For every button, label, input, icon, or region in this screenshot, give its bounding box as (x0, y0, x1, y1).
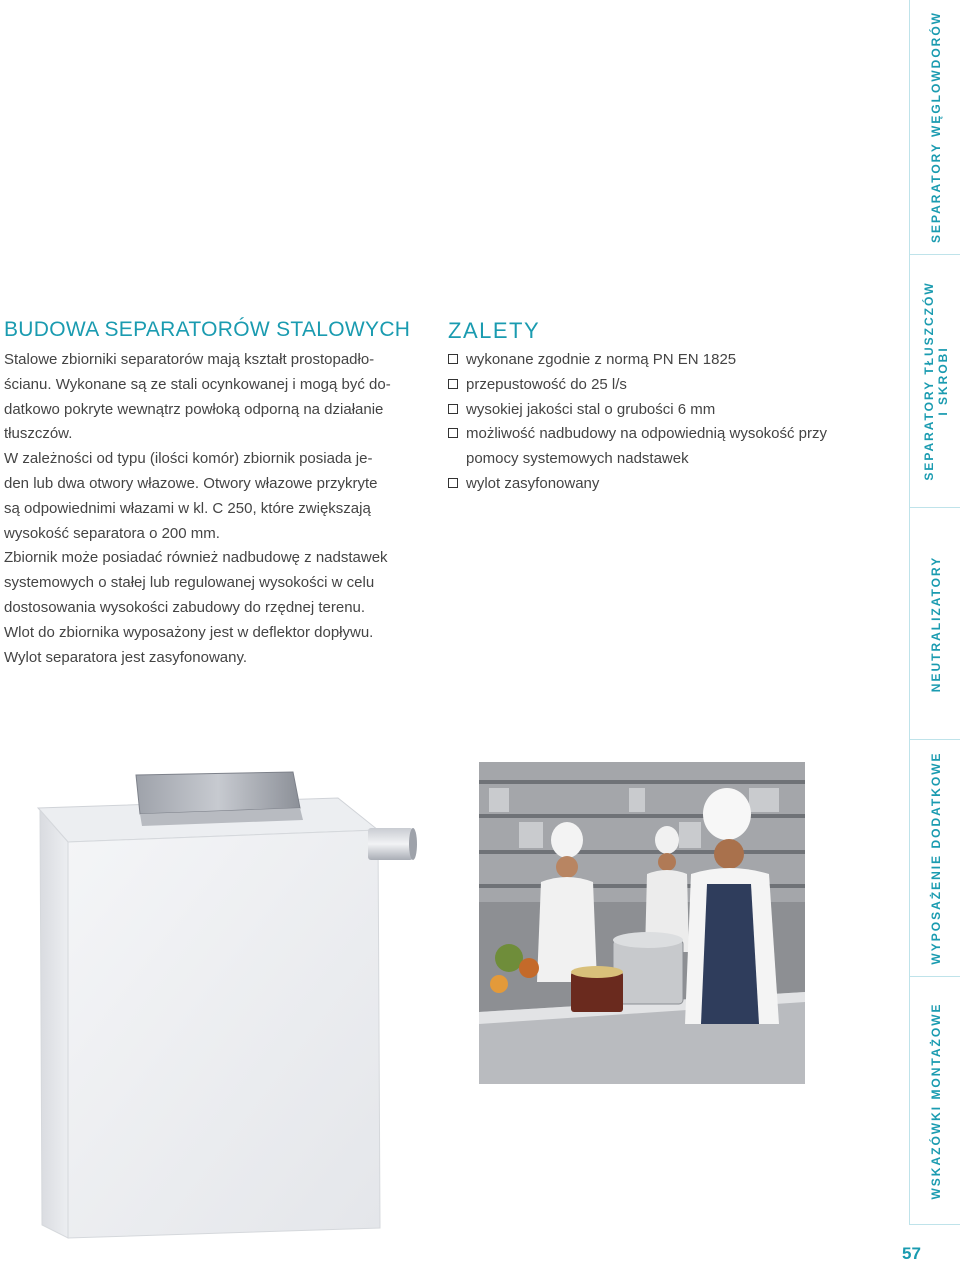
tab-label-line1: SEPARATORY TŁUSZCZÓW (921, 281, 936, 481)
body-paragraph (4, 348, 424, 670)
tab-label: WYPOSAŻENIE DODATKOWE (928, 751, 943, 965)
paragraph-line: Wlot do zbiornika wyposażony jest w deflektor dopływu. (4, 623, 374, 641)
advantage-item (448, 398, 878, 423)
tab-wskazowki-montazowe[interactable] (910, 977, 960, 1225)
paragraph-line: Stalowe zbiorniki separatorów mają kształt prostopadło- (4, 351, 375, 368)
advantage-text: wykonane zgodnie z normą PN EN 1825 (466, 351, 737, 368)
tab-label: NEUTRALIZATORY (928, 555, 943, 692)
paragraph-line: W zależności od typu (ilości komór) zbiornik posiada je- (4, 450, 373, 468)
advantage-text: wysokiej jakości stal o grubości 6 mm (466, 400, 716, 418)
checkbox-icon (448, 354, 458, 364)
checkbox-icon (448, 379, 458, 389)
tab-wyposazenie-dodatkowe[interactable] (910, 740, 960, 977)
paragraph-line: tłuszczów. (4, 425, 73, 443)
tab-label (922, 281, 950, 480)
tab-separatory-tluszczow[interactable] (910, 255, 960, 508)
advantage-text-cont: pomocy systemowych nadstawek (466, 450, 689, 468)
section-title: BUDOWA SEPARATORÓW STALOWYCH (4, 318, 411, 341)
paragraph-line: dostosowania wysokości zabudowy do rzędnej terenu. (4, 598, 366, 616)
kitchen-photo (479, 762, 805, 1084)
advantage-text: przepustowość do 25 l/s (466, 375, 627, 393)
advantages-section (448, 318, 878, 497)
page-number: 57 (902, 1244, 921, 1263)
advantage-item (448, 472, 878, 497)
tab-label-line2: I SKROBI (935, 346, 950, 416)
checkbox-icon (448, 404, 458, 414)
paragraph-line: den lub dwa otwory włazowe. Otwory włazowe przykryte (4, 474, 378, 492)
checkbox-icon (448, 428, 458, 438)
paragraph-line: Wylot separatora jest zasyfonowany. (4, 648, 248, 666)
tab-separatory-weglowodorow[interactable] (910, 0, 960, 255)
paragraph-line: datkowo pokryte wewnątrz powłoką odporną na działanie (4, 400, 384, 418)
tab-neutralizatory[interactable] (910, 508, 960, 740)
main-section (4, 318, 424, 670)
advantage-text: wylot zasyfonowany (466, 474, 600, 492)
tab-label: SEPARATORY WĘGLOWDORÓW (928, 11, 943, 243)
checkbox-icon (448, 478, 458, 488)
tab-label: WSKAZÓWKI MONTAŻOWE (928, 1001, 943, 1200)
advantage-item (448, 348, 878, 373)
paragraph-line: ścianu. Wykonane są ze stali ocynkowanej i mogą być do- (4, 375, 391, 393)
paragraph-line: Zbiornik może posiadać również nadbudowę z nadstawek (4, 549, 388, 567)
advantage-text: możliwość nadbudowy na odpowiednią wysokość przy (466, 425, 828, 443)
paragraph-line: są odpowiednimi włazami w kl. C 250, które zwiększają (4, 499, 371, 517)
separator-tank-image (28, 770, 418, 1250)
advantages-title: ZALETY (448, 318, 541, 343)
paragraph-line: systemowych o stałej lub regulowanej wysokości w celu (4, 574, 375, 592)
paragraph-line: wysokość separatora o 200 mm. (4, 524, 220, 542)
advantage-item (448, 422, 878, 472)
advantage-item (448, 373, 878, 398)
sidebar-nav (909, 0, 960, 1225)
